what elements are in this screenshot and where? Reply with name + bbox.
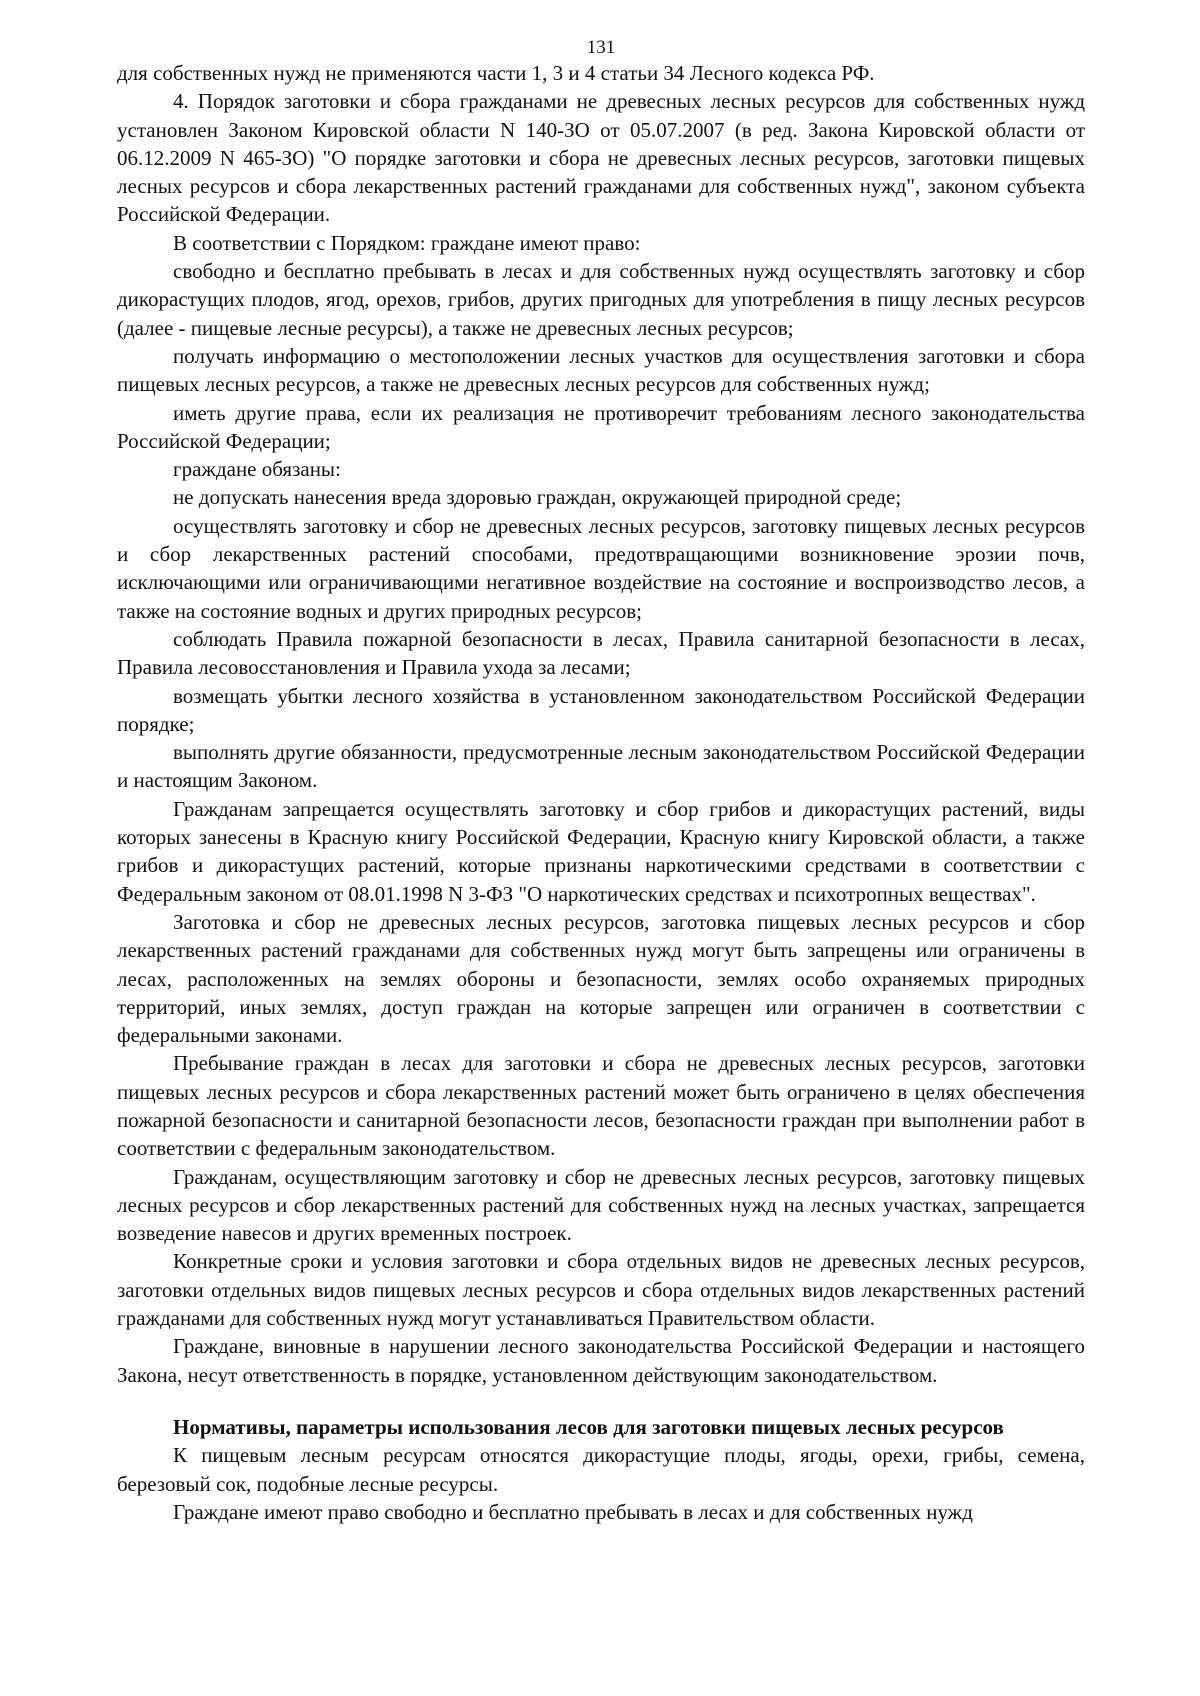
paragraph-5: получать информацию о местоположении лесных участков для осуществления заготовки и сбора пищевых лесных ресурсов, а также не древесных лесных ресурсов для собственных нужд; <box>117 343 1085 397</box>
document-page <box>117 36 1085 1526</box>
paragraph-13: Гражданам запрещается осуществлять заготовку и сбор грибов и дикорастущих растений, виды которых занесены в Красную книгу Российской Федерации, Красную книгу Кировской области, а также грибов и дикорастущих растений, которые признаны наркотическими средствами в соответствии с Федеральным законом от 08.01.1998 N 3-ФЗ "О наркотических средствах и психотропных веществах". <box>117 796 1085 906</box>
page-number: 131 <box>586 37 616 58</box>
section-paragraph-1: К пищевым лесным ресурсам относятся дикорастущие плоды, ягоды, орехи, грибы, семена, березовый сок, подобные лесные ресурсы. <box>117 1443 1085 1496</box>
paragraph-2: 4. Порядок заготовки и сбора гражданами не древесных лесных ресурсов для собственных нужд установлен Законом Кировской области N 140-ЗО от 05.07.2007 (в ред. Закона Кировской области от 06.12.2009 N 465-ЗО) "О порядке заготовки и сбора не древесных лесных ресурсов, заготовки пищевых лесных ресурсов и сбора лекарственных растений гражданами для собственных нужд", законом субъекта Российской Федерации. <box>117 89 1085 227</box>
paragraph-16: Гражданам, осуществляющим заготовку и сбор не древесных лесных ресурсов, заготовку пищевых лесных ресурсов и сбор лекарственных растений для собственных нужд на лесных участках, запрещается возведение навесов и других временных построек. <box>117 1164 1085 1246</box>
paragraph-10: соблюдать Правила пожарной безопасности в лесах, Правила санитарной безопасности в лесах, Правила лесовосстановления и Правила ухода за лесами; <box>117 626 1085 680</box>
paragraph-11: возмещать убытки лесного хозяйства в установленном законодательством Российской Федерации порядке; <box>117 683 1085 736</box>
paragraph-15: Пребывание граждан в лесах для заготовки и сбора не древесных лесных ресурсов, заготовки пищевых лесных ресурсов и сбора лекарственных растений может быть ограничено в целях обеспечения пожарной безопасности и санитарной безопасности лесов, безопасности граждан при выполнении работ в соответствии с федеральным законодательством. <box>117 1051 1085 1161</box>
paragraph-8: не допускать нанесения вреда здоровью граждан, окружающей природной среде; <box>173 485 902 510</box>
paragraph-6: иметь другие права, если их реализация не противоречит требованиям лесного законодательства Российской Федерации; <box>117 400 1085 453</box>
paragraph-1: для собственных нужд не применяются части 1, 3 и 4 статьи 34 Лесного кодекса РФ. <box>117 61 875 85</box>
section-paragraph-2: Граждане имеют право свободно и бесплатно пребывать в лесах и для собственных нужд <box>173 1499 973 1524</box>
paragraph-14: Заготовка и сбор не древесных лесных ресурсов, заготовка пищевых лесных ресурсов и сбор лекарственных растений гражданами для собственных нужд могут быть запрещены или ограничены в лесах, расположенных на землях обороны и безопасности, землях особо охраняемых природных территорий, иных землях, доступ граждан на которые запрещен или ограничен в соответствии с федеральными законами. <box>117 909 1085 1048</box>
paragraph-12: выполнять другие обязанности, предусмотренные лесным законодательством Российской Федерации и настоящим Законом. <box>117 740 1085 793</box>
section-heading: Нормативы, параметры использования лесов для заготовки пищевых лесных ресурсов <box>173 1414 1004 1439</box>
paragraph-7: граждане обязаны: <box>173 457 341 482</box>
paragraph-17: Конкретные сроки и условия заготовки и сбора отдельных видов не древесных лесных ресурсов, заготовки отдельных видов пищевых лесных ресурсов и сбора отдельных видов лекарственных растений гражданами для собственных нужд могут устанавливаться Правительством области. <box>117 1249 1085 1331</box>
paragraph-3: В соответствии с Порядком: граждане имеют право: <box>173 230 641 255</box>
paragraph-4: свободно и бесплатно пребывать в лесах и для собственных нужд осуществлять заготовку и сбор дикорастущих плодов, ягод, орехов, грибов, других пригодных для употребления в пищу лесных ресурсов (далее - пищевые лесные ресурсы), а также не древесных лесных ресурсов; <box>117 259 1085 340</box>
paragraph-18: Граждане, виновные в нарушении лесного законодательства Российской Федерации и настоящего Закона, несут ответственность в порядке, установленном действующим законодательством. <box>117 1334 1085 1387</box>
paragraph-9: осуществлять заготовку и сбор не древесных лесных ресурсов, заготовку пищевых лесных ресурсов и сбор лекарственных растений способами, предотвращающими возникновение эрозии почв, исключающими или ограничивающими негативное воздействие на состояние и воспроизводство лесов, а также на состояние водных и других природных ресурсов; <box>117 513 1085 623</box>
